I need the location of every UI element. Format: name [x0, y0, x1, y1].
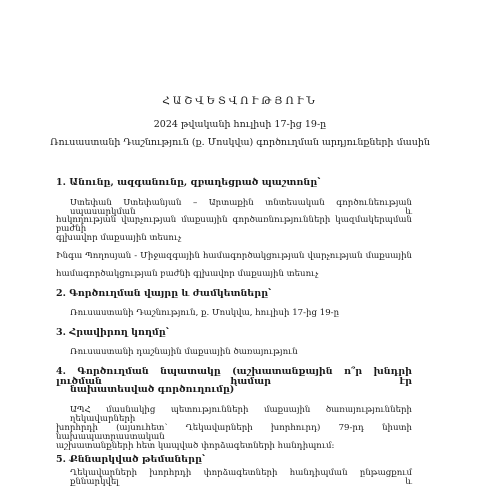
section-1-heading: 1. Անունը, ազգանունը, զբաղեցրած պաշտոնը՝ [56, 177, 321, 188]
section-3-line: Ռուսաստանի դաշնային մաքսային ծառայություն [70, 347, 298, 357]
document-title: ՀԱՇՎԵՏՎՈՒԹՅՈՒՆ [162, 95, 318, 107]
section-1-line: հսկողության վարչության մաքսային գործառնությունների կազմակերպման բաժնի [56, 215, 412, 234]
section-1-line: Ստեփան Ստեփանյան – Արտաքին տնտեսական գործունեության սպասարկման և [70, 198, 412, 217]
section-4-heading: 4. Գործուղման նպատակը (աշխատանքային ո՞ր խնդրի լուծման համար էր [56, 366, 412, 387]
section-4-heading: նախատեսված գործուղումը)՝ [70, 384, 238, 395]
section-5-heading: 5. Քննարկված թեմաները՝ [56, 454, 205, 465]
subject-line: Ռուսաստանի Դաշնություն (ք. Մոսկվա) գործուղման արդյունքների մասին [50, 137, 430, 148]
section-2-line: Ռուսաստանի Դաշնություն, ք. Մոսկվա, հուլիսի 17-ից 19-ը [70, 308, 340, 318]
section-4-line: խորհրդի (այսուհետ՝ Ղեկավարների խորհուրդ) 79-րդ նիստի նախապատրաստական [56, 423, 412, 442]
section-2-heading: 2. Գործուղման վայրը և ժամկետները՝ [56, 288, 272, 299]
date-line: 2024 թվականի հուլիսի 17-ից 19-ը [153, 119, 327, 130]
section-1-line: Ինգա Պողոսյան - Միջազգային համագործակցության վարչության մաքսային [56, 251, 412, 261]
section-5-line: Ղեկավարների խորհրդի փորձագետների հանդիպման ընթացքում քննարկվել և [70, 468, 412, 487]
section-1-line: գլխավոր մաքսային տեսուչ [56, 233, 182, 243]
section-1-line: համագործակցության բաժնի գլխավոր մաքսային տեսուչ [56, 269, 319, 279]
section-3-heading: 3. Հրավիրող կողմը՝ [56, 327, 169, 338]
section-4-line: ԱՊՀ մասնակից պետությունների մաքսային ծառայությունների ղեկավարների [70, 405, 412, 424]
section-4-line: աշխատանքների հետ կապված փորձագետների հանդիպում: [56, 441, 335, 451]
